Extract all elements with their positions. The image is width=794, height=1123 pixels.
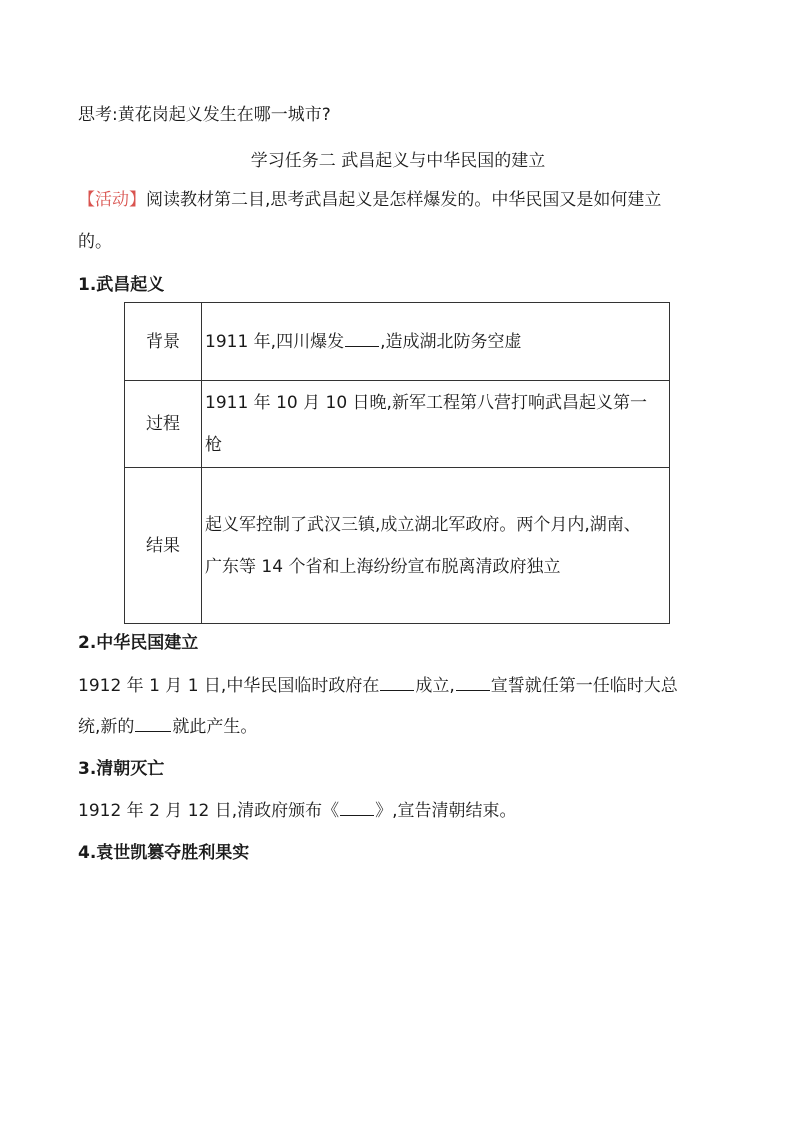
row-head-process: 过程 xyxy=(125,381,202,468)
s3-text-b: 》,宣告清朝结束。 xyxy=(375,801,517,821)
result-line-1: 起义军控制了武汉三镇,成立湖北军政府。两个月内,湖南、 xyxy=(205,515,641,535)
fill-blank-4[interactable] xyxy=(135,715,171,732)
fill-blank-5[interactable] xyxy=(340,799,374,816)
section-1-title: 1.武昌起义 xyxy=(78,275,165,295)
activity-text: 阅读教材第二目,思考武昌起义是怎样爆发的。中华民国又是如何建立 xyxy=(146,190,662,210)
section-3-line xyxy=(78,799,718,822)
think-question: 思考:黄花岗起义发生在哪一城市? xyxy=(78,105,331,125)
background-text-post: ,造成湖北防务空虚 xyxy=(380,331,522,352)
s2-text-a: 1912 年 1 月 1 日,中华民国临时政府在 xyxy=(78,676,380,696)
section-3-title: 3.清朝灭亡 xyxy=(78,759,165,779)
activity-line-2: 的。 xyxy=(78,232,112,252)
process-line-2: 枪 xyxy=(205,435,222,455)
process-line-1: 1911 年 10 月 10 日晚,新军工程第八营打响武昌起义第一 xyxy=(205,393,647,413)
wuchang-uprising-table xyxy=(124,302,670,624)
activity-line-1 xyxy=(78,189,718,211)
fill-blank-2[interactable] xyxy=(380,674,414,691)
fill-blank-3[interactable] xyxy=(456,674,490,691)
row-head-result: 结果 xyxy=(125,468,202,624)
task-title: 学习任务二 武昌起义与中华民国的建立 xyxy=(250,151,546,171)
activity-label: 【活动】 xyxy=(78,190,146,210)
s2-text-b: 成立, xyxy=(415,676,455,696)
s2-text-e: 就此产生。 xyxy=(172,717,258,737)
fill-blank-1[interactable] xyxy=(345,330,379,347)
section-2-title: 2.中华民国建立 xyxy=(78,633,199,653)
row-body-process xyxy=(202,381,670,468)
s2-text-d: 统,新的 xyxy=(78,717,135,737)
table-row-process xyxy=(125,381,670,468)
section-4-title: 4.袁世凯篡夺胜利果实 xyxy=(78,843,250,863)
row-head-background: 背景 xyxy=(125,303,202,381)
table-row-background xyxy=(125,303,670,381)
row-body-result xyxy=(202,468,670,624)
table-row-result xyxy=(125,468,670,624)
background-text-pre: 1911 年,四川爆发 xyxy=(205,331,345,352)
result-line-2: 广东等 14 个省和上海纷纷宣布脱离清政府独立 xyxy=(205,557,561,577)
row-body-background xyxy=(202,303,670,381)
s2-text-c: 宣誓就任第一任临时大总 xyxy=(490,676,678,696)
s3-text-a: 1912 年 2 月 12 日,清政府颁布《 xyxy=(78,801,340,821)
section-2-line-2 xyxy=(78,715,718,738)
section-2-line-1 xyxy=(78,674,718,697)
